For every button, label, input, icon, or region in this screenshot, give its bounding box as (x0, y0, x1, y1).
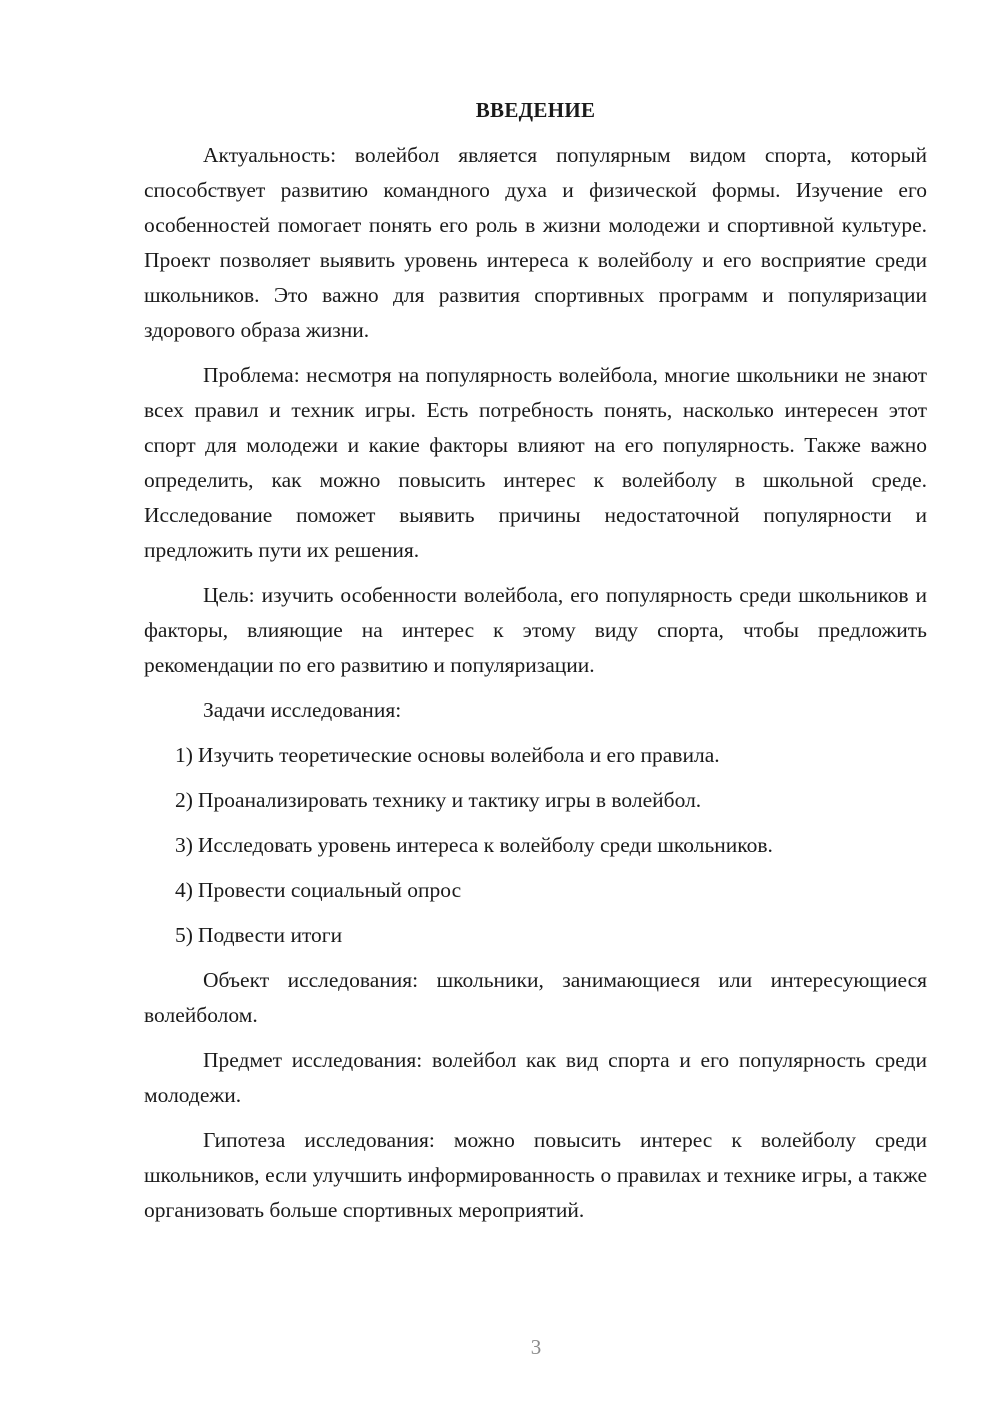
tasks-heading: Задачи исследования: (203, 698, 402, 722)
list-item (144, 783, 927, 818)
page-number: 3 (530, 1335, 542, 1359)
list-item-text: Изучить теоретические основы волейбола и его правила. (197, 743, 720, 767)
paragraph-relevance: Актуальность: волейбол является популярным видом спорта, который способствует развитию командного духа и физической формы. Изучение его особенностей помогает понять его роль в жизни молодежи и спортивной культуре. Проект позволяет выявить уровень интереса к волейболу и его восприятие среди школьников. Это важно для развития спортивных программ и популяризации здорового образа жизни. (144, 143, 927, 342)
list-item (144, 828, 927, 863)
list-item-number: 2) (175, 788, 193, 812)
paragraph-hypothesis: Гипотеза исследования: можно повысить интерес к волейболу среди школьников, если улучшить информированность о правилах и технике игры, а также организовать больше спортивных мероприятий. (144, 1128, 927, 1222)
list-item (144, 738, 927, 773)
list-item-number: 4) (175, 878, 193, 902)
list-item-number: 3) (175, 833, 193, 857)
section-title: ВВЕДЕНИЕ (475, 98, 596, 122)
paragraph-subject: Предмет исследования: волейбол как вид спорта и его популярность среди молодежи. (144, 1048, 927, 1107)
paragraph-goal: Цель: изучить особенности волейбола, его популярность среди школьников и факторы, влияющие на интерес к этому виду спорта, чтобы предложить рекомендации по его развитию и популяризации. (144, 583, 927, 677)
task-list (144, 738, 927, 953)
paragraph-problem: Проблема: несмотря на популярность волейбола, многие школьники не знают всех правил и техник игры. Есть потребность понять, насколько интересен этот спорт для молодежи и какие факторы влияют на его популярность. Также важно определить, как можно повысить интерес к волейболу в школьной среде. Исследование поможет выявить причины недостаточной популярности и предложить пути их решения. (144, 363, 927, 562)
list-item-number: 5) (175, 923, 193, 947)
paragraph-object: Объект исследования: школьники, занимающиеся или интересующиеся волейболом. (144, 968, 927, 1027)
list-item (144, 918, 927, 953)
list-item-text: Проанализировать технику и тактику игры в волейбол. (197, 788, 702, 812)
page-content (144, 96, 927, 1238)
list-item-text: Подвести итоги (197, 923, 343, 947)
list-item-text: Провести социальный опрос (197, 878, 462, 902)
list-item (144, 873, 927, 908)
list-item-text: Исследовать уровень интереса к волейболу среди школьников. (197, 833, 773, 857)
list-item-number: 1) (175, 743, 193, 767)
